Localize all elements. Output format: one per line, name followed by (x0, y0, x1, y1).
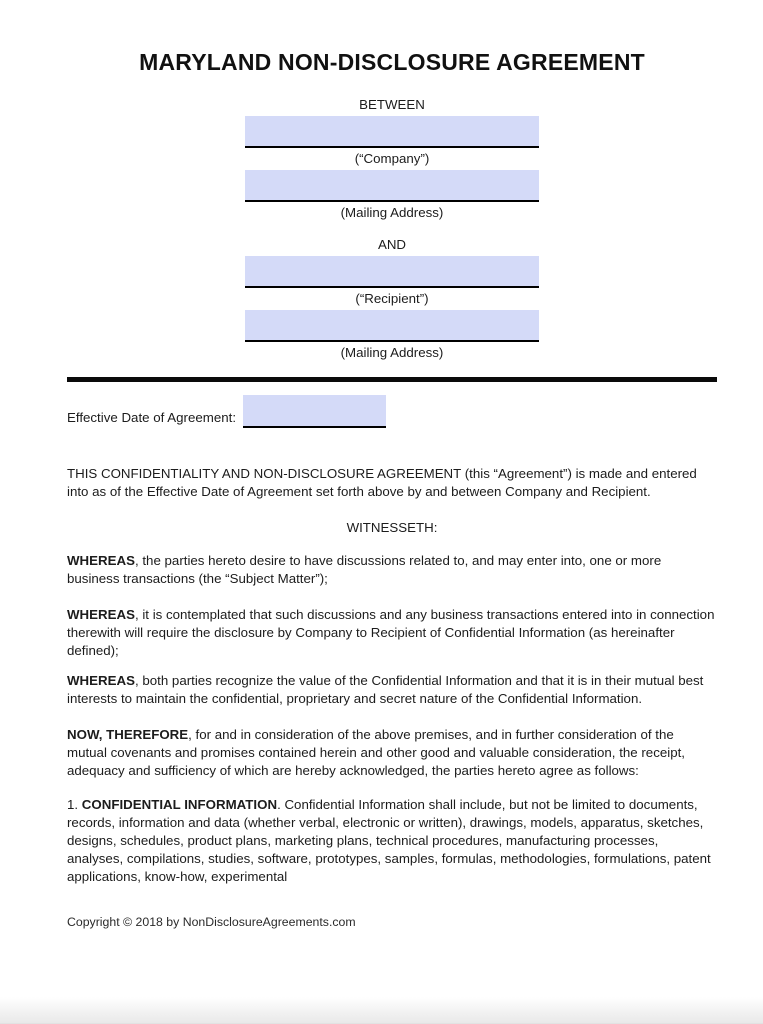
company-address-field[interactable] (245, 170, 539, 202)
company-name-field[interactable] (245, 116, 539, 148)
document-title: MARYLAND NON-DISCLOSURE AGREEMENT (139, 49, 645, 75)
paragraph-text: THIS CONFIDENTIALITY AND NON-DISCLOSURE AGREEMENT (this “Agreement”) is made and entered into as of the Effective Date of Agreement set forth above by and between Company and Recipient. (67, 466, 697, 499)
paragraph-text: , both parties recognize the value of the Confidential Information and that it is in their mutual best interests to maintain the confidential, proprietary and secret nature of the Confidential Information. (67, 673, 704, 706)
witnesseth-heading: WITNESSETH: (346, 520, 438, 535)
paragraph-bold-lead: WHEREAS (67, 673, 135, 688)
confidential-information-section (67, 796, 717, 886)
between-label: BETWEEN (359, 97, 425, 112)
company-caption: (“Company”) (354, 151, 430, 166)
whereas-paragraph-1 (67, 552, 717, 588)
intro-paragraph (67, 465, 717, 501)
page-bottom-shadow (0, 997, 763, 1024)
paragraph-text: , for and in consideration of the above premises, and in further consideration of the mutual covenants and promises contained herein and other good and valuable consideration, the receipt, adequacy and sufficiency of which are hereby acknowledged, the parties hereto agree as follows: (67, 727, 685, 778)
now-therefore-paragraph (67, 726, 717, 780)
effective-date-label: Effective Date of Agreement: (67, 410, 237, 425)
company-mailing-address-caption: (Mailing Address) (340, 205, 444, 220)
and-label: AND (377, 237, 407, 252)
paragraph-bold-lead: WHEREAS (67, 607, 135, 622)
section-divider (67, 377, 717, 382)
paragraph-bold-lead: WHEREAS (67, 553, 135, 568)
whereas-paragraph-3 (67, 672, 717, 708)
recipient-name-field[interactable] (245, 256, 539, 288)
paragraph-text: , it is contemplated that such discussions and any business transactions entered into in connection therewith will require the disclosure by Company to Recipient of Confidential Information (as hereinafter defined); (67, 607, 715, 658)
paragraph-text: , the parties hereto desire to have discussions related to, and may enter into, one or more business transactions (the “Subject Matter”); (67, 553, 662, 586)
effective-date-field[interactable] (243, 395, 386, 428)
paragraph-text: . Confidential Information shall include, but not be limited to documents, records, information and data (whether verbal, electronic or written), drawings, models, apparatus, sketches, designs, schedules, product plans, marketing plans, technical procedures, manufacturing processes, analyses, compilations, studies, software, prototypes, samples, formulas, methodologies, formulations, patent applications, know-how, experimental (67, 797, 711, 884)
paragraph-bold-lead: NOW, THEREFORE (67, 727, 189, 742)
effective-date-row (67, 395, 717, 428)
recipient-address-field[interactable] (245, 310, 539, 342)
whereas-paragraph-2 (67, 606, 717, 660)
paragraph-bold-lead: CONFIDENTIAL INFORMATION (81, 797, 278, 812)
paragraph-pre: 1. (67, 797, 82, 812)
recipient-mailing-address-caption: (Mailing Address) (340, 345, 444, 360)
recipient-caption: (“Recipient”) (355, 291, 429, 306)
copyright-text: Copyright © 2018 by NonDisclosureAgreements.com (67, 915, 356, 929)
